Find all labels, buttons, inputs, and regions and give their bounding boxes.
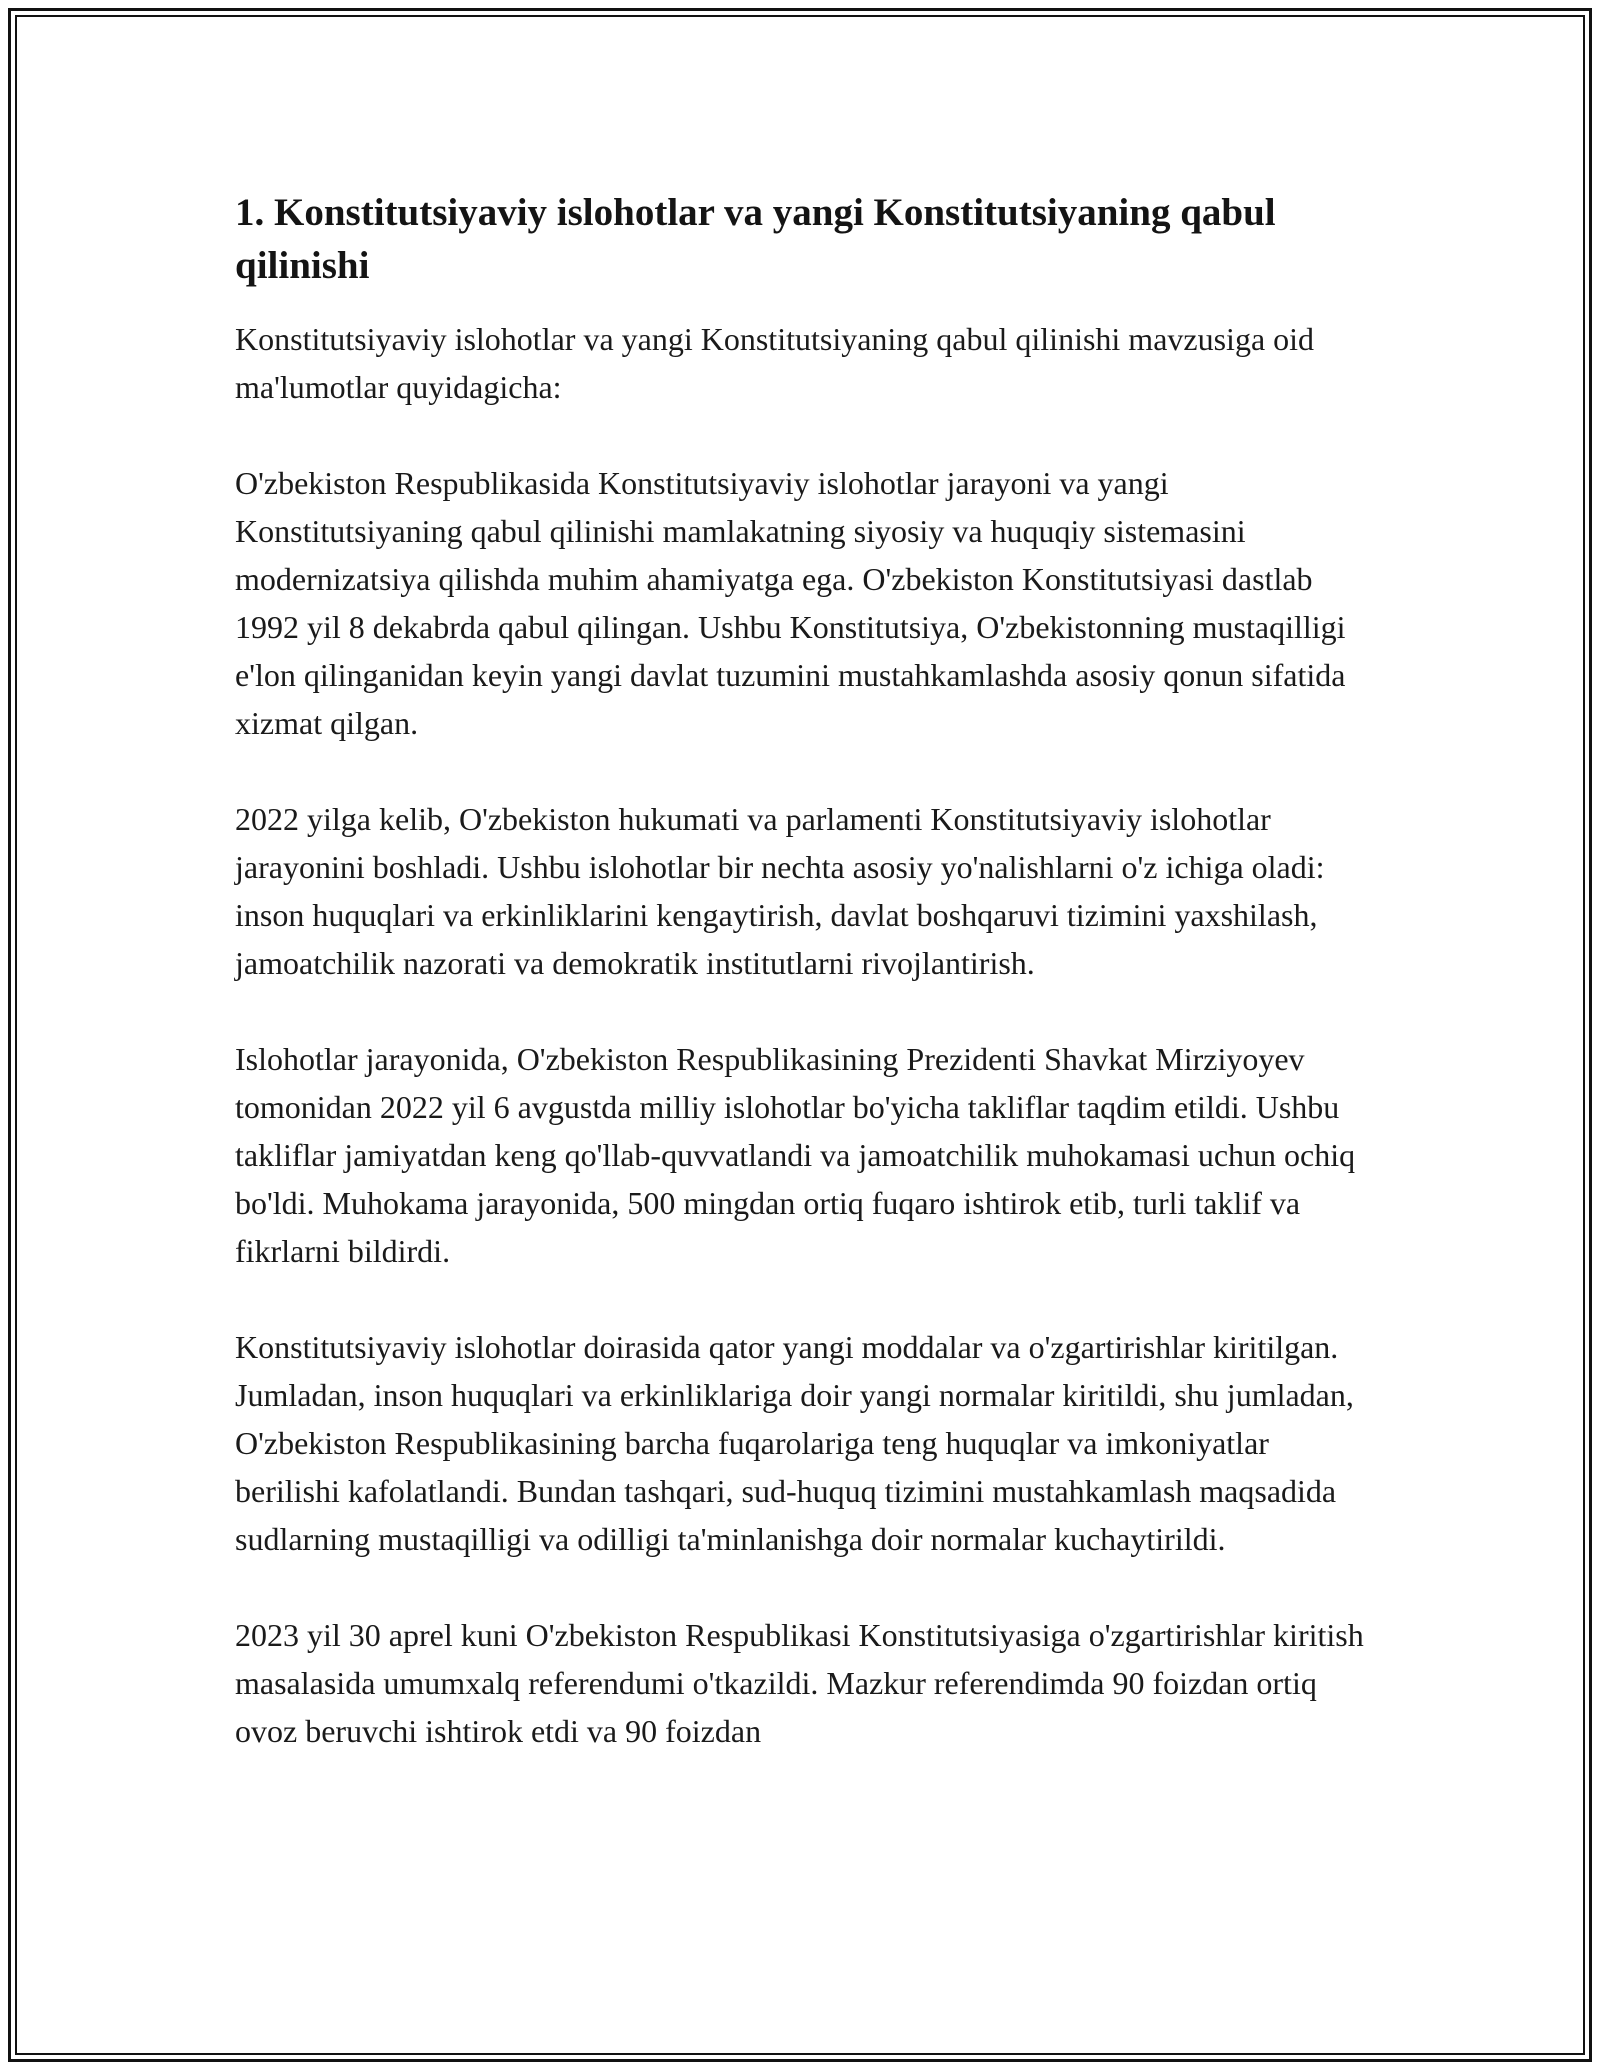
paragraph-reforms-2022: 2022 yilga kelib, O'zbekiston hukumati va parlamenti Konstitutsiyaviy islohotlar jarayonini boshladi. Ushbu islohotlar bir nechta asosiy yo'nalishlarni o'z ichiga oladi: inson huquqlari va erkinliklarini kengaytirish, davlat boshqaruvi tizimini yaxshilash, jamoatchilik nazorati va demokratik institutlarni rivojlantirish. [235, 801, 1325, 981]
paragraph-constitution-history: O'zbekiston Respublikasida Konstitutsiyaviy islohotlar jarayoni va yangi Konstitutsiyaning qabul qilinishi mamlakatning siyosiy va huquqiy sistemasini modernizatsiya qilishda muhim ahamiyatga ega. O'zbekiston Konstitutsiyasi dastlab 1992 yil 8 dekabrda qabul qilingan. Ushbu Konstitutsiya, O'zbekistonning mustaqilligi e'lon qilinganidan keyin yangi davlat tuzumini mustahkamlashda asosiy qonun sifatida xizmat qilgan. [235, 465, 1346, 741]
document-title: 1. Konstitutsiyaviy islohotlar va yangi Konstitutsiyaning qabul qilinishi [235, 191, 1276, 287]
paragraph-referendum-2023: 2023 yil 30 aprel kuni O'zbekiston Respublikasi Konstitutsiyasiga o'zgartirishlar kiritish masalasida umumxalq referendumi o'tkazildi. Mazkur referendimda 90 foizdan ortiq ovoz beruvchi ishtirok etdi va 90 foizdan [235, 1617, 1364, 1749]
document-body [235, 186, 1370, 1755]
paragraph-intro: Konstitutsiyaviy islohotlar va yangi Konstitutsiyaning qabul qilinishi mavzusiga oid ma'lumotlar quyidagicha: [235, 321, 1315, 405]
paragraph-president-proposals: Islohotlar jarayonida, O'zbekiston Respublikasining Prezidenti Shavkat Mirziyoyev tomonidan 2022 yil 6 avgustda milliy islohotlar bo'yicha takliflar taqdim etildi. Ushbu takliflar jamiyatdan keng qo'llab-quvvatlandi va jamoatchilik muhokamasi uchun ochiq bo'ldi. Muhokama jarayonida, 500 mingdan ortiq fuqaro ishtirok etib, turli taklif va fikrlarni bildirdi. [235, 1041, 1356, 1269]
paragraph-new-articles: Konstitutsiyaviy islohotlar doirasida qator yangi moddalar va o'zgartirishlar kiritilgan. Jumladan, inson huquqlari va erkinliklariga doir yangi normalar kiritildi, shu jumladan, O'zbekiston Respublikasining barcha fuqarolariga teng huquqlar va imkoniyatlar berilishi kafolatlandi. Bundan tashqari, sud-huquq tizimini mustahkamlash maqsadida sudlarning mustaqilligi va odilligi ta'minlanishga doir normalar kuchaytirildi. [235, 1329, 1354, 1557]
